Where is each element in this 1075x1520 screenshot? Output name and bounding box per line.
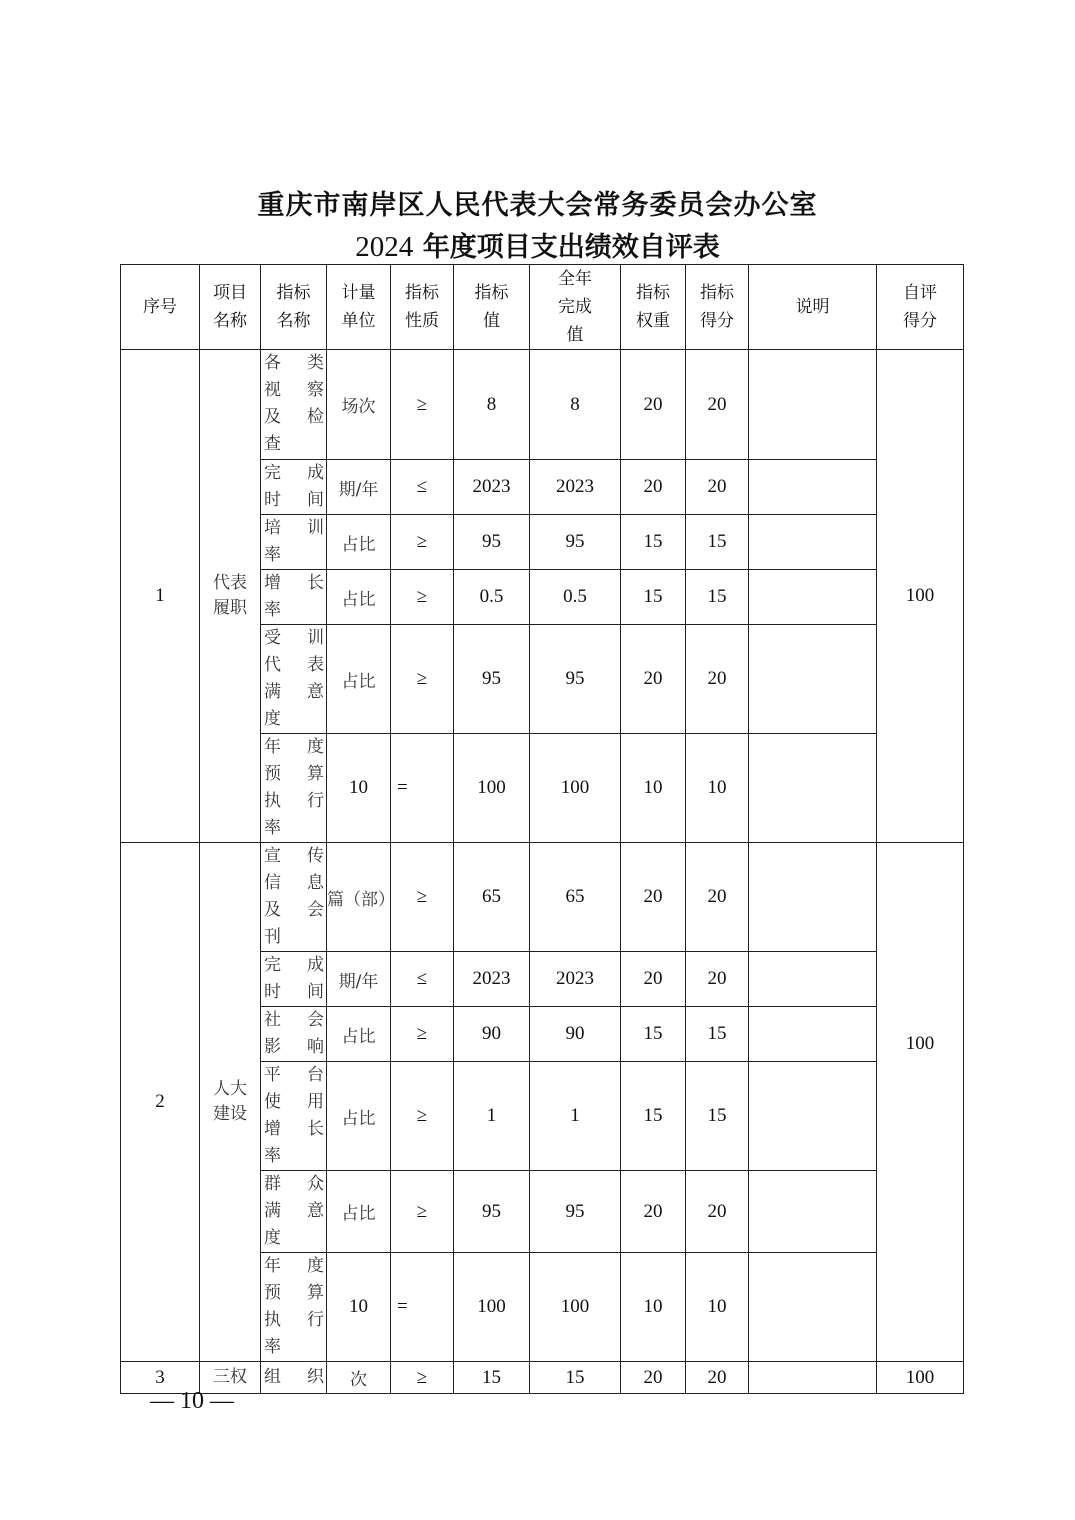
note: [749, 1062, 877, 1171]
header-label: 指标得分: [700, 283, 734, 331]
indicator-name: [261, 350, 327, 460]
target-value: 8: [454, 350, 530, 460]
note: [749, 515, 877, 570]
indicator-name-line: 各类: [264, 353, 324, 373]
target-value: 65: [454, 843, 530, 952]
indicator-score: 20: [686, 1171, 749, 1253]
header-indicator-score: [686, 265, 749, 350]
target-value: 100: [454, 1253, 530, 1362]
weight: 20: [621, 350, 686, 460]
indicator-name: [261, 1007, 327, 1062]
project-name-cell: [200, 350, 261, 843]
actual-value: 95: [530, 515, 621, 570]
indicator-score: 20: [686, 350, 749, 460]
indicator-name-line: 率: [264, 818, 281, 838]
header-label: 指标性质: [405, 283, 439, 331]
weight: 15: [621, 515, 686, 570]
indicator-name-line: 时间: [264, 982, 324, 1002]
header-indicator-name: [261, 265, 327, 350]
indicator-name-line: 满意: [264, 1201, 324, 1221]
indicator-score: 20: [686, 1362, 749, 1394]
indicator-name-line: 率: [264, 545, 281, 565]
header-indicator-type: [391, 265, 454, 350]
indicator-name-line: 完成: [264, 955, 324, 975]
unit: 占比: [327, 625, 391, 734]
indicator-score: 15: [686, 515, 749, 570]
indicator-name-line: 宣传: [264, 846, 324, 866]
header-label: 指标权重: [636, 283, 670, 331]
target-value: 95: [454, 1171, 530, 1253]
actual-value: 15: [530, 1362, 621, 1394]
header-project-name: [200, 265, 261, 350]
note: [749, 734, 877, 843]
indicator-name-line: 年度: [264, 1256, 324, 1276]
header-label: 指标名称: [276, 283, 311, 331]
subtitle-year: 2024: [355, 231, 414, 263]
weight: 15: [621, 570, 686, 625]
self-score: 100: [877, 843, 964, 1362]
target-value: 15: [454, 1362, 530, 1394]
indicator-type: ≥: [391, 570, 454, 625]
unit: 占比: [327, 1007, 391, 1062]
indicator-name: [261, 734, 327, 843]
indicator-type: ≤: [391, 460, 454, 515]
indicator-name-line: 社会: [264, 1010, 324, 1030]
self-score: 100: [877, 1362, 964, 1394]
indicator-name-line: 度: [264, 1228, 281, 1248]
actual-value: 90: [530, 1007, 621, 1062]
note: [749, 625, 877, 734]
header-note: [749, 265, 877, 350]
indicator-name-line: 率: [264, 600, 281, 620]
document-subtitle: [0, 225, 1075, 264]
unit: 场次: [327, 350, 391, 460]
weight: 10: [621, 1253, 686, 1362]
actual-value: 8: [530, 350, 621, 460]
note: [749, 460, 877, 515]
header-unit: [327, 265, 391, 350]
project-name: 三权: [213, 1367, 247, 1387]
row-seq: 2: [121, 843, 200, 1362]
note: [749, 350, 877, 460]
indicator-name-line: 信息: [264, 873, 324, 893]
indicator-name-line: 影响: [264, 1037, 324, 1057]
weight: 20: [621, 1171, 686, 1253]
indicator-type: ≥: [391, 515, 454, 570]
indicator-name-line: 时间: [264, 490, 324, 510]
header-label: 序号: [143, 297, 177, 317]
actual-value: 95: [530, 625, 621, 734]
indicator-name-line: 及检: [264, 407, 324, 427]
indicator-name-line: 平台: [264, 1065, 324, 1085]
indicator-name-line: 满意: [264, 682, 324, 702]
indicator-type: ≥: [391, 843, 454, 952]
table-row: [121, 843, 964, 952]
weight: 20: [621, 843, 686, 952]
indicator-name-line: 视察: [264, 380, 324, 400]
target-value: 1: [454, 1062, 530, 1171]
indicator-name-line: 组织: [264, 1367, 324, 1387]
indicator-score: 20: [686, 460, 749, 515]
indicator-name: [261, 843, 327, 952]
indicator-score: 15: [686, 570, 749, 625]
unit: 期/年: [327, 460, 391, 515]
indicator-name-line: 查: [264, 434, 281, 454]
note: [749, 570, 877, 625]
header-row: [121, 265, 964, 350]
weight: 15: [621, 1007, 686, 1062]
indicator-score: 10: [686, 734, 749, 843]
table-row: [121, 1362, 964, 1394]
document-title: 重庆市南岸区人民代表大会常务委员会办公室: [257, 190, 818, 221]
indicator-type: =: [391, 1253, 454, 1362]
indicator-score: 10: [686, 1253, 749, 1362]
indicator-name: [261, 460, 327, 515]
indicator-name-line: 预算: [264, 1283, 324, 1303]
indicator-name: [261, 1362, 327, 1394]
indicator-name-line: 培训: [264, 518, 324, 538]
indicator-type: ≥: [391, 1007, 454, 1062]
actual-value: 2023: [530, 952, 621, 1007]
note: [749, 1007, 877, 1062]
indicator-name-line: 年度: [264, 737, 324, 757]
target-value: 0.5: [454, 570, 530, 625]
note: [749, 952, 877, 1007]
unit: 占比: [327, 515, 391, 570]
header-actual-value: [530, 265, 621, 350]
performance-table: [120, 264, 964, 1394]
project-name: 代表履职: [213, 573, 247, 618]
indicator-score: 20: [686, 625, 749, 734]
indicator-name: [261, 1253, 327, 1362]
weight: 20: [621, 1362, 686, 1394]
page-number: — 10 —: [150, 1388, 234, 1414]
actual-value: 100: [530, 1253, 621, 1362]
indicator-name-line: 代表: [264, 655, 324, 675]
indicator-type: ≤: [391, 952, 454, 1007]
unit: 期/年: [327, 952, 391, 1007]
header-label: 计量单位: [341, 283, 376, 331]
note: [749, 1253, 877, 1362]
target-value: 90: [454, 1007, 530, 1062]
indicator-name-line: 及会: [264, 900, 324, 920]
indicator-name: [261, 570, 327, 625]
indicator-name: [261, 625, 327, 734]
self-score: 100: [877, 350, 964, 843]
target-value: 2023: [454, 952, 530, 1007]
indicator-type: ≥: [391, 625, 454, 734]
indicator-name-line: 执行: [264, 791, 324, 811]
row-seq: 3: [121, 1362, 200, 1394]
indicator-type: =: [391, 734, 454, 843]
weight: 20: [621, 952, 686, 1007]
actual-value: 0.5: [530, 570, 621, 625]
indicator-type: ≥: [391, 1062, 454, 1171]
unit: 次: [327, 1362, 391, 1394]
actual-value: 2023: [530, 460, 621, 515]
indicator-type: ≥: [391, 1362, 454, 1394]
indicator-name-line: 率: [264, 1146, 281, 1166]
header-weight: [621, 265, 686, 350]
indicator-score: 15: [686, 1062, 749, 1171]
indicator-score: 20: [686, 843, 749, 952]
actual-value: 1: [530, 1062, 621, 1171]
unit: 篇（部）: [327, 843, 391, 952]
target-value: 100: [454, 734, 530, 843]
indicator-name-line: 完成: [264, 463, 324, 483]
header-label: 全年完成值: [558, 269, 592, 345]
actual-value: 65: [530, 843, 621, 952]
indicator-name-line: 预算: [264, 764, 324, 784]
header-label: 指标值: [474, 283, 509, 331]
weight: 20: [621, 625, 686, 734]
header-label: 说明: [795, 297, 830, 317]
indicator-name-line: 执行: [264, 1310, 324, 1330]
indicator-type: ≥: [391, 350, 454, 460]
project-name-cell: [200, 843, 261, 1362]
indicator-name-line: 受训: [264, 628, 324, 648]
weight: 20: [621, 460, 686, 515]
indicator-name-line: 使用: [264, 1092, 324, 1112]
indicator-name-line: 率: [264, 1337, 281, 1357]
unit: 占比: [327, 1062, 391, 1171]
header-target-value: [454, 265, 530, 350]
note: [749, 843, 877, 952]
indicator-name: [261, 515, 327, 570]
target-value: 95: [454, 515, 530, 570]
header-seq: [121, 265, 200, 350]
header-label: 项目名称: [213, 283, 247, 331]
row-seq: 1: [121, 350, 200, 843]
actual-value: 95: [530, 1171, 621, 1253]
indicator-name-line: 群众: [264, 1174, 324, 1194]
actual-value: 100: [530, 734, 621, 843]
indicator-name-line: 增长: [264, 1119, 324, 1139]
indicator-score: 20: [686, 952, 749, 1007]
target-value: 95: [454, 625, 530, 734]
target-value: 2023: [454, 460, 530, 515]
indicator-type: ≥: [391, 1171, 454, 1253]
indicator-name-line: 度: [264, 709, 281, 729]
table-row: [121, 350, 964, 460]
indicator-score: 15: [686, 1007, 749, 1062]
weight: 15: [621, 1062, 686, 1171]
unit: 占比: [327, 570, 391, 625]
unit: 10: [327, 734, 391, 843]
weight: 10: [621, 734, 686, 843]
indicator-name-line: 增长: [264, 573, 324, 593]
indicator-name-line: 刊: [264, 927, 281, 947]
header-self-score: [877, 265, 964, 350]
subtitle-text: 年度项目支出绩效自评表: [413, 232, 720, 263]
note: [749, 1362, 877, 1394]
header-label: 自评得分: [903, 283, 937, 331]
unit: 10: [327, 1253, 391, 1362]
unit: 占比: [327, 1171, 391, 1253]
indicator-name: [261, 1062, 327, 1171]
note: [749, 1171, 877, 1253]
project-name: 人大建设: [213, 1079, 247, 1124]
indicator-name: [261, 1171, 327, 1253]
indicator-name: [261, 952, 327, 1007]
